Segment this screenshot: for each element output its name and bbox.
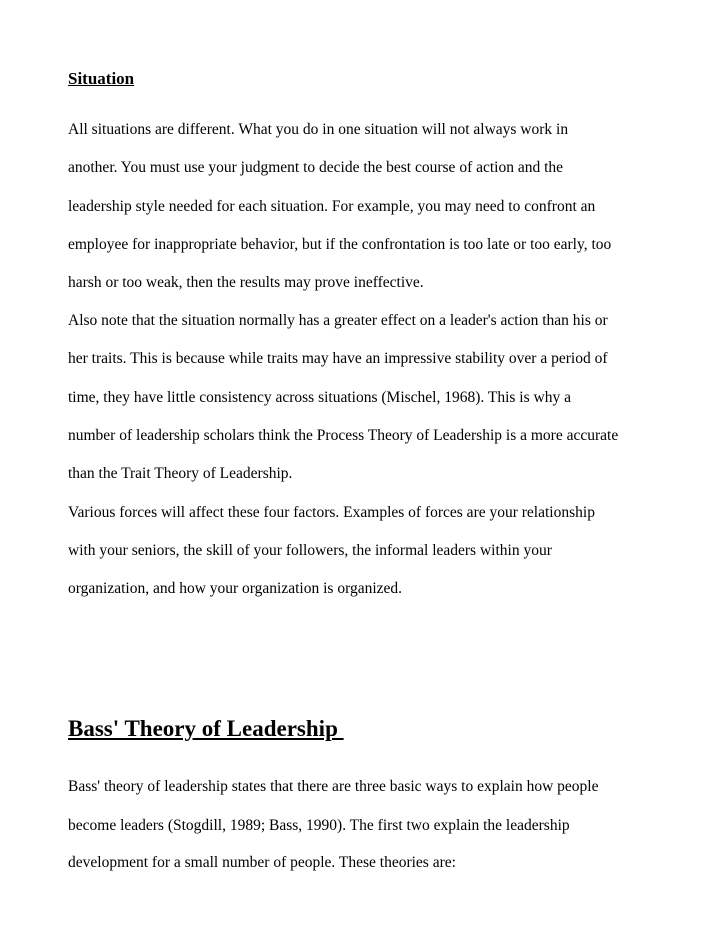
- paragraph-line: employee for inappropriate behavior, but if the confrontation is too late or too early, too: [68, 236, 612, 253]
- paragraph-line: number of leadership scholars think the Process Theory of Leadership is a more accurate: [68, 427, 619, 444]
- paragraph-line: All situations are different. What you do in one situation will not always work in: [68, 121, 569, 138]
- paragraph-line: organization, and how your organization is organized.: [68, 580, 403, 597]
- paragraph-line: leadership style needed for each situation. For example, you may need to confront an: [68, 198, 596, 215]
- paragraph-line: with your seniors, the skill of your followers, the informal leaders within your: [68, 542, 552, 559]
- section-heading-situation: Situation: [68, 69, 135, 88]
- paragraph-line: Also note that the situation normally has a greater effect on a leader's action than his or: [68, 312, 608, 329]
- section-heading-bass-theory: Bass' Theory of Leadership: [68, 716, 344, 741]
- paragraph-line: her traits. This is because while traits may have an impressive stability over a period of: [68, 350, 608, 367]
- paragraph-line: harsh or too weak, then the results may prove ineffective.: [68, 274, 424, 291]
- paragraph-line: than the Trait Theory of Leadership.: [68, 465, 293, 482]
- paragraph-line: Various forces will affect these four factors. Examples of forces are your relationship: [68, 504, 595, 521]
- paragraph-line: time, they have little consistency across situations (Mischel, 1968). This is why a: [68, 389, 571, 406]
- paragraph-line: development for a small number of people. These theories are:: [68, 854, 456, 871]
- paragraph-line: Bass' theory of leadership states that there are three basic ways to explain how people: [68, 778, 599, 795]
- paragraph-line: another. You must use your judgment to decide the best course of action and the: [68, 159, 564, 176]
- paragraph-line: become leaders (Stogdill, 1989; Bass, 1990). The first two explain the leadership: [68, 817, 570, 834]
